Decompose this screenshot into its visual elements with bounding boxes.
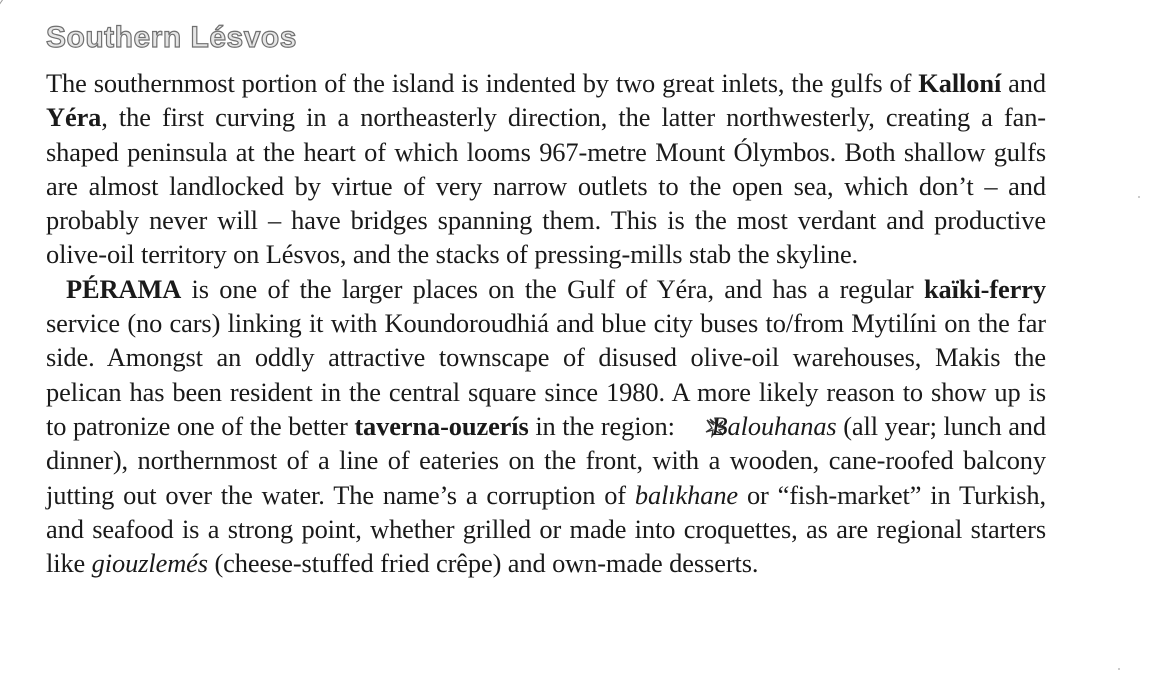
- text-run: in the region:: [528, 410, 682, 441]
- paragraph-southern-lesvos: [46, 66, 1046, 272]
- text-run: and: [1001, 68, 1046, 98]
- term-taverna-ouzeris: taverna-ouzerís: [354, 410, 529, 441]
- restaurant-name-balouhanas: Balouhanas: [711, 410, 837, 441]
- text-run: (all year; lunch and dinner), northernmost of a line of eateries on the front, with a wooden, cane-roofed balcony jutting out over the water. The name’s a corruption of: [46, 410, 1047, 510]
- text-run: or “fish-market” in Turkish, and seafood is a strong point, whether grilled or made into croquettes, as are regional starters like: [46, 479, 1046, 579]
- scan-mark: [0, 0, 10, 10]
- text-run: (cheese-stuffed fried crêpe) and own-made desserts.: [207, 548, 759, 579]
- text-run: , the first curving in a northeasterly direction, the latter northwesterly, creating a fan-shaped peninsula at the heart of which looms 967-metre Mount Ólymbos. Both shallow gulfs are almost landlocked by virtue of very narrow outlets to the open sea, which don’t – and probably never will – have bridges spanning them. This is the most verdant and productive olive-oil territory on Lésvos, and the stacks of pressing-mills stab the skyline.: [46, 102, 1046, 270]
- scan-speck: [1138, 196, 1140, 198]
- text-run: The southernmost portion of the island is indented by two great inlets, the gulfs of: [46, 68, 919, 98]
- term-balikhane: balıkhane: [634, 479, 739, 510]
- text-run: is one of the larger places on the Gulf of Yéra, and has a regular: [181, 273, 924, 304]
- text-run: service (no cars) linking it with Koundoroudhiá and blue city buses to/from Mytilíni on the far side. Amongst an oddly attractive townscape of disused olive-oil warehouses, Makis the pelican has been resident in the central square since 1980. A more likely reason to show up is to patronize one of the better: [46, 308, 1046, 441]
- scan-speck: [1118, 668, 1120, 670]
- term-kaiki-ferry: kaïki-ferry: [923, 273, 1046, 304]
- page-content: [46, 18, 1046, 580]
- author-pick-icon: [684, 412, 708, 434]
- place-name-kalloni: Kalloní: [918, 68, 1002, 98]
- place-name-yera: Yéra: [46, 102, 102, 133]
- section-heading: Southern Lésvos: [46, 21, 297, 54]
- place-name-perama: PÉRAMA: [66, 273, 182, 304]
- paragraph-perama: [46, 272, 1046, 581]
- term-giouzlemes: giouzlemés: [91, 548, 208, 579]
